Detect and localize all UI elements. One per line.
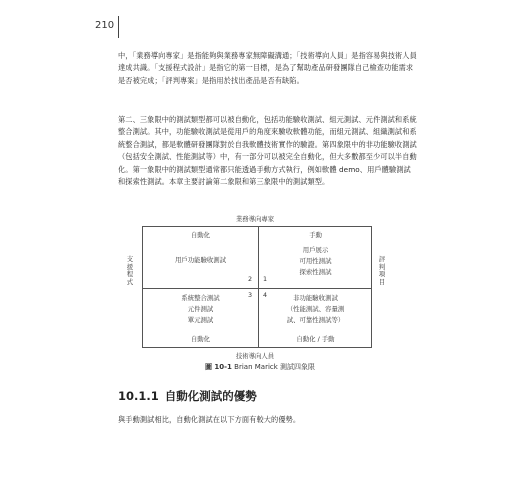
section-number: 10.1.1 [118, 389, 159, 403]
quadrant-2-number: 2 [248, 275, 253, 283]
quadrant-2-title: 自動化 [190, 231, 211, 239]
quadrant-3-item: 元件測試 [187, 305, 214, 313]
diagram-left-label: 支援程式 [126, 255, 134, 286]
quadrant-4-number: 4 [263, 291, 268, 299]
diagram-bottom-label: 技術導向人員 [235, 352, 275, 360]
quadrant-4-item: 試、可靠性測試等） [286, 316, 345, 324]
horizontal-axis-line [143, 288, 371, 289]
quadrant-3-footer: 自動化 [190, 335, 211, 343]
header-divider [118, 16, 119, 38]
section-heading [118, 388, 257, 404]
body-paragraph-2 [118, 114, 418, 188]
diagram-right-label: 評判項目 [378, 255, 386, 286]
body-paragraph-3 [118, 414, 418, 426]
paragraph-text: 與手動測試相比，自動化測試在以下方面有較大的優勢。 [118, 415, 301, 424]
quadrant-1-item: 用戶展示 [302, 246, 329, 254]
quadrant-3-item: 系統整合測試 [181, 294, 220, 302]
quadrant-4-footer: 自動化 / 手動 [296, 335, 335, 343]
figure-label: 圖 10-1 [204, 363, 232, 371]
figure-caption [0, 362, 520, 372]
quadrant-3-number: 3 [248, 291, 253, 299]
quadrant-3-item: 單元測試 [187, 316, 214, 324]
test-quadrant-diagram [120, 214, 390, 364]
quadrant-4-item: （性能測試、容量測 [286, 305, 345, 313]
paragraph-text: 中，「業務導向專家」是指能夠與業務專家無障礙溝通；「技術導向人員」是指容易與技術人員達成共識。「支援程式設計」是指它的第一目標，是為了幫助產品研發團隊自己檢查功能需求是否被完成；「評判專案」是指用於找出產品是否有缺陷。 [118, 51, 417, 85]
quadrant-2-item: 用戶功能驗收測試 [174, 256, 227, 264]
section-title: 自動化測試的優勢 [164, 389, 257, 403]
quadrant-1-item: 探索性測試 [299, 268, 332, 276]
quadrant-4-item: 非功能驗收測試 [293, 294, 338, 302]
page-number: 210 [95, 20, 115, 31]
body-paragraph-1 [118, 50, 418, 87]
figure-title: Brian Marick 測試四象限 [234, 363, 316, 371]
paragraph-text: 第二、三象限中的測試類型都可以被自動化，包括功能驗收測試、組元測試、元件測試和系統整合測試。其中，功能驗收測試是從用戶的角度來驗收軟體功能，而組元測試、組織測試和系統整合測試，都是軟體研發團隊對於自我軟體技術實作的驗證。第四象限中的非功能驗收測試（包括安全測試、性能測試等）中，有一部分可以被完全自動化，但大多數都至少可以半自動化。第一象限中的測試類型通常都只能透過手動方式執行，例如軟體 demo、用戶體驗測試和探索性測試。本章主要討論第二象限和第三象限中的測試類型。 [118, 115, 417, 187]
quadrant-grid [142, 226, 372, 348]
quadrant-1-number: 1 [263, 275, 268, 283]
quadrant-1-item: 可用性測試 [299, 257, 332, 265]
quadrant-1-title: 手動 [309, 231, 322, 239]
diagram-top-label: 業務導向專家 [235, 215, 275, 223]
